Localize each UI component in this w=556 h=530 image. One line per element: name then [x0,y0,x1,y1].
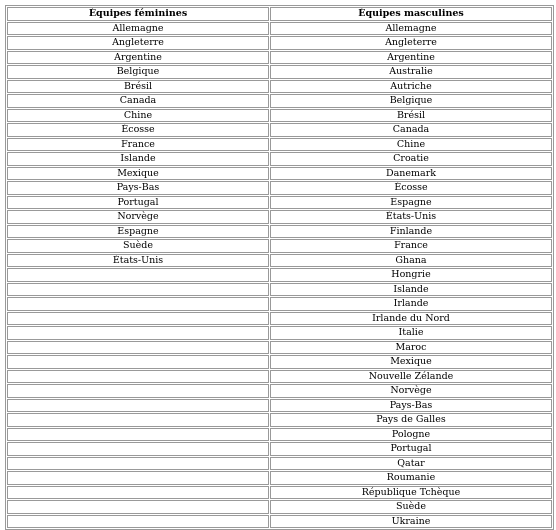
womens-team-cell [7,486,269,500]
womens-team-cell [7,500,269,514]
womens-team-cell [7,399,269,413]
table-row [7,370,552,384]
womens-team-cell [7,283,269,297]
womens-team-cell: Espagne [7,225,269,239]
header-womens-teams: Équipes féminines [7,7,269,21]
table-row [7,210,552,224]
mens-team-cell: Norvège [270,384,552,398]
womens-team-cell [7,297,269,311]
table-row [7,109,552,123]
mens-team-cell: Islande [270,283,552,297]
mens-team-cell: France [270,239,552,253]
womens-team-cell [7,384,269,398]
mens-team-cell: Belgique [270,94,552,108]
table-row [7,326,552,340]
table-row [7,355,552,369]
mens-team-cell: Écosse [270,181,552,195]
table-row [7,283,552,297]
womens-team-cell: Belgique [7,65,269,79]
mens-team-cell: Argentine [270,51,552,65]
mens-team-cell: Maroc [270,341,552,355]
womens-team-cell [7,268,269,282]
womens-team-cell: Canada [7,94,269,108]
mens-team-cell: Chine [270,138,552,152]
womens-team-cell [7,326,269,340]
womens-team-cell [7,312,269,326]
mens-team-cell: Danemark [270,167,552,181]
mens-team-cell: États-Unis [270,210,552,224]
womens-team-cell: Brésil [7,80,269,94]
mens-team-cell: Pays de Galles [270,413,552,427]
mens-team-cell: Angleterre [270,36,552,50]
table-row [7,167,552,181]
table-row [7,413,552,427]
mens-team-cell: Brésil [270,109,552,123]
womens-team-cell [7,413,269,427]
table-row [7,152,552,166]
womens-team-cell: Angleterre [7,36,269,50]
mens-team-cell: Portugal [270,442,552,456]
mens-team-cell: Mexique [270,355,552,369]
table-row [7,123,552,137]
womens-team-cell: Islande [7,152,269,166]
table-row [7,94,552,108]
table-row [7,384,552,398]
mens-team-cell: Irlande du Nord [270,312,552,326]
womens-team-cell: Norvège [7,210,269,224]
table-row [7,515,552,529]
mens-team-cell: Qatar [270,457,552,471]
table-row [7,80,552,94]
mens-team-cell: Finlande [270,225,552,239]
womens-team-cell [7,457,269,471]
mens-team-cell: Espagne [270,196,552,210]
table-row [7,65,552,79]
womens-team-cell [7,370,269,384]
mens-team-cell: Suède [270,500,552,514]
mens-team-cell: Pologne [270,428,552,442]
womens-team-cell [7,471,269,485]
mens-team-cell: Croatie [270,152,552,166]
table-row [7,181,552,195]
mens-team-cell: Hongrie [270,268,552,282]
womens-team-cell: États-Unis [7,254,269,268]
womens-team-cell: Suède [7,239,269,253]
table-row [7,471,552,485]
womens-team-cell: Mexique [7,167,269,181]
table-row [7,138,552,152]
womens-team-cell [7,355,269,369]
womens-team-cell: Pays-Bas [7,181,269,195]
header-row [7,7,552,21]
table-row [7,442,552,456]
table-row [7,399,552,413]
table-row [7,22,552,36]
womens-team-cell [7,442,269,456]
womens-team-cell: Portugal [7,196,269,210]
mens-team-cell: Ukraine [270,515,552,529]
womens-team-cell [7,341,269,355]
mens-team-cell: Nouvelle Zélande [270,370,552,384]
mens-team-cell: Pays-Bas [270,399,552,413]
table-row [7,51,552,65]
mens-team-cell: Italie [270,326,552,340]
table-row [7,254,552,268]
womens-team-cell [7,515,269,529]
womens-team-cell: Argentine [7,51,269,65]
table-row [7,428,552,442]
mens-team-cell: Canada [270,123,552,137]
table-row [7,196,552,210]
table-body [7,22,552,529]
mens-team-cell: Australie [270,65,552,79]
table-row [7,225,552,239]
mens-team-cell: Irlande [270,297,552,311]
womens-team-cell: Allemagne [7,22,269,36]
table-row [7,297,552,311]
mens-team-cell: Autriche [270,80,552,94]
teams-table [5,5,554,530]
womens-team-cell: France [7,138,269,152]
womens-team-cell [7,428,269,442]
table-row [7,36,552,50]
mens-team-cell: Allemagne [270,22,552,36]
table-row [7,341,552,355]
table-row [7,268,552,282]
table-row [7,500,552,514]
table-row [7,312,552,326]
mens-team-cell: Roumanie [270,471,552,485]
mens-team-cell: République Tchèque [270,486,552,500]
mens-team-cell: Ghana [270,254,552,268]
womens-team-cell: Chine [7,109,269,123]
header-mens-teams: Équipes masculines [270,7,552,21]
table-row [7,486,552,500]
table-row [7,239,552,253]
womens-team-cell: Écosse [7,123,269,137]
table-row [7,457,552,471]
